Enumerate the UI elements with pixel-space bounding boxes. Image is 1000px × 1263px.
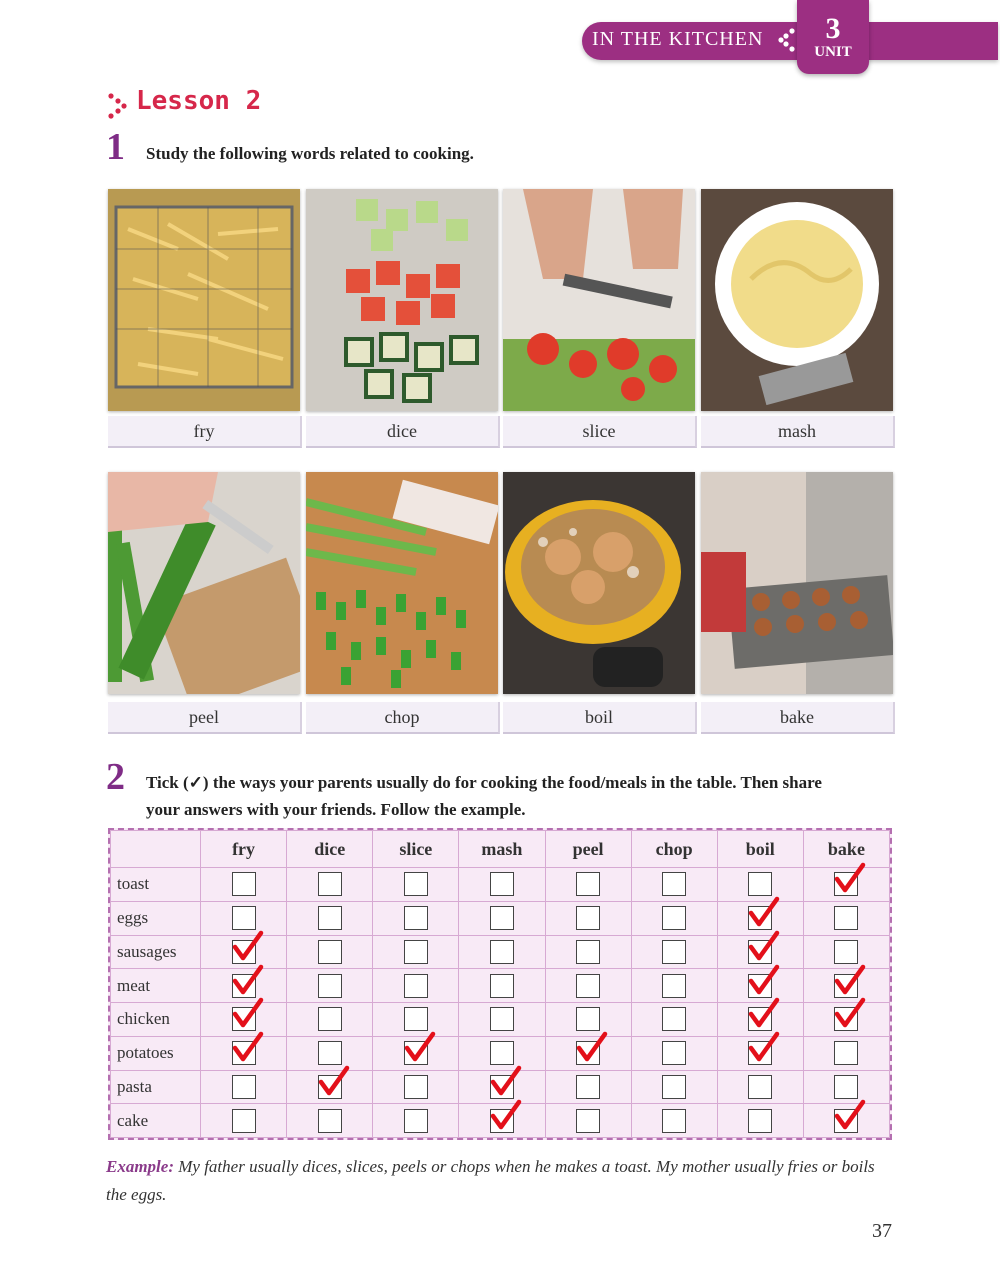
checkbox[interactable] (318, 940, 342, 964)
checkbox[interactable] (662, 1109, 686, 1133)
checkmark-icon (404, 1031, 436, 1063)
tick-cell (201, 868, 287, 902)
checkbox[interactable] (404, 1109, 428, 1133)
food-label: sausages (111, 935, 201, 969)
checkbox[interactable] (576, 1109, 600, 1133)
checkbox[interactable] (318, 906, 342, 930)
page-number: 37 (872, 1220, 892, 1242)
photo-mash (701, 189, 893, 411)
checkmark-icon (834, 964, 866, 996)
caption-mash: mash (701, 416, 895, 448)
unit-label: UNIT (814, 44, 852, 60)
checkmark-icon (748, 896, 780, 928)
tick-cell (373, 1104, 459, 1138)
tick-cell (459, 901, 545, 935)
checkbox[interactable] (404, 906, 428, 930)
tick-cell (803, 1104, 889, 1138)
tick-cell (631, 1003, 717, 1037)
example-label: Example: (106, 1157, 174, 1176)
checkmark-icon (834, 862, 866, 894)
exercise-1-number: 1 (106, 126, 125, 168)
checkmark-icon (748, 964, 780, 996)
caption-boil: boil (503, 702, 697, 734)
tick-cell (545, 1070, 631, 1104)
food-label: pasta (111, 1070, 201, 1104)
section-title: IN THE KITCHEN (592, 28, 764, 50)
exercise-2-instruction-line1: Tick (✓) the ways your parents usually do for cooking the food/meals in the table. Then share (146, 773, 822, 792)
checkmark-icon (490, 1099, 522, 1131)
checkbox[interactable] (404, 1007, 428, 1031)
checkbox[interactable] (662, 906, 686, 930)
exercise-1-instruction: Study the following words related to cooking. (146, 144, 474, 163)
checkbox[interactable] (748, 1075, 772, 1099)
checkmark-icon (748, 930, 780, 962)
tick-cell (631, 1036, 717, 1070)
checkmark-icon (834, 997, 866, 1029)
checkbox[interactable] (318, 974, 342, 998)
column-header: boil (717, 831, 803, 868)
tick-cell (717, 1070, 803, 1104)
tick-cell (545, 1104, 631, 1138)
tick-cell (803, 901, 889, 935)
column-header: bake (803, 831, 889, 868)
photo-chop (306, 472, 498, 694)
checkbox[interactable] (318, 1109, 342, 1133)
checkbox[interactable] (232, 1109, 256, 1133)
checkbox[interactable] (318, 1007, 342, 1031)
food-label: potatoes (111, 1036, 201, 1070)
tick-cell (287, 1003, 373, 1037)
tick-cell (803, 868, 889, 902)
caption-fry: fry (108, 416, 302, 448)
tick-cell (201, 1036, 287, 1070)
checkbox[interactable] (662, 1041, 686, 1065)
checkmark-icon (490, 1065, 522, 1097)
food-label: toast (111, 868, 201, 902)
checkbox[interactable] (576, 1075, 600, 1099)
checkbox[interactable] (232, 906, 256, 930)
checkmark-icon (748, 997, 780, 1029)
tick-cell (803, 1003, 889, 1037)
checkbox[interactable] (576, 872, 600, 896)
dots-arrow-icon (776, 27, 798, 53)
column-header: mash (459, 831, 545, 868)
checkbox[interactable] (662, 872, 686, 896)
checkmark-icon (232, 997, 264, 1029)
unit-tab (797, 0, 869, 74)
tick-cell (201, 1104, 287, 1138)
food-label: cake (111, 1104, 201, 1138)
checkbox[interactable] (404, 974, 428, 998)
checkbox[interactable] (662, 940, 686, 964)
table-header-empty (111, 831, 201, 868)
tick-cell (287, 935, 373, 969)
tick-cell (459, 868, 545, 902)
cooking-methods-table (108, 828, 892, 1140)
tick-cell (287, 1104, 373, 1138)
unit-number: 3 (825, 12, 841, 45)
photo-bake (701, 472, 893, 694)
checkbox[interactable] (490, 1007, 514, 1031)
tick-cell (631, 901, 717, 935)
tick-cell (803, 1036, 889, 1070)
caption-dice: dice (306, 416, 500, 448)
checkbox[interactable] (490, 1041, 514, 1065)
exercise-2-number: 2 (106, 756, 125, 798)
tick-cell (201, 1070, 287, 1104)
checkbox[interactable] (318, 872, 342, 896)
column-header: dice (287, 831, 373, 868)
checkbox[interactable] (662, 974, 686, 998)
checkbox[interactable] (748, 872, 772, 896)
column-header: peel (545, 831, 631, 868)
tick-cell (631, 1070, 717, 1104)
tick-cell (287, 969, 373, 1003)
checkbox[interactable] (404, 1075, 428, 1099)
checkbox[interactable] (404, 872, 428, 896)
column-header: fry (201, 831, 287, 868)
tick-cell (545, 901, 631, 935)
caption-bake: bake (701, 702, 895, 734)
tick-cell (717, 1104, 803, 1138)
photo-fry (108, 189, 300, 411)
exercise-2-instruction-line2: your answers with your friends. Follow the example. (146, 800, 526, 819)
tick-cell (459, 1003, 545, 1037)
checkmark-icon (232, 1031, 264, 1063)
checkmark-icon (232, 930, 264, 962)
checkbox[interactable] (490, 974, 514, 998)
tick-cell (545, 1036, 631, 1070)
food-label: eggs (111, 901, 201, 935)
tick-cell (631, 969, 717, 1003)
checkbox[interactable] (834, 1041, 858, 1065)
caption-peel: peel (108, 702, 302, 734)
caption-chop: chop (306, 702, 500, 734)
photo-dice (306, 189, 498, 411)
photo-slice (503, 189, 695, 411)
tick-cell (287, 868, 373, 902)
tick-cell (717, 1036, 803, 1070)
checkmark-icon (576, 1031, 608, 1063)
tick-cell (373, 868, 459, 902)
tick-cell (287, 901, 373, 935)
column-header: chop (631, 831, 717, 868)
photo-peel (108, 472, 300, 694)
checkbox[interactable] (232, 872, 256, 896)
checkbox[interactable] (490, 906, 514, 930)
checkmark-icon (834, 1099, 866, 1131)
checkbox[interactable] (662, 1007, 686, 1031)
checkbox[interactable] (576, 940, 600, 964)
tick-cell (631, 935, 717, 969)
tick-cell (545, 935, 631, 969)
tick-cell (459, 1104, 545, 1138)
table-header-row (111, 831, 890, 868)
checkbox[interactable] (834, 1075, 858, 1099)
food-label: chicken (111, 1003, 201, 1037)
checkbox[interactable] (490, 872, 514, 896)
checkbox[interactable] (232, 1075, 256, 1099)
table-row (111, 1104, 890, 1138)
tick-cell (373, 935, 459, 969)
example-sentence (106, 1153, 896, 1209)
checkbox[interactable] (748, 1109, 772, 1133)
caption-slice: slice (503, 416, 697, 448)
column-header: slice (373, 831, 459, 868)
tick-cell (287, 1070, 373, 1104)
checkmark-icon (232, 964, 264, 996)
food-label: meat (111, 969, 201, 1003)
tick-cell (373, 901, 459, 935)
checkbox[interactable] (834, 940, 858, 964)
checkmark-icon (748, 1031, 780, 1063)
checkbox[interactable] (576, 1007, 600, 1031)
checkbox[interactable] (318, 1041, 342, 1065)
checkbox[interactable] (576, 974, 600, 998)
tick-cell (459, 935, 545, 969)
tick-cell (545, 969, 631, 1003)
tick-cell (631, 868, 717, 902)
lesson-title: Lesson 2 (136, 86, 262, 116)
tick-cell (545, 868, 631, 902)
checkbox[interactable] (662, 1075, 686, 1099)
checkbox[interactable] (834, 906, 858, 930)
dots-arrow-icon (106, 92, 130, 120)
tick-cell (373, 969, 459, 1003)
example-text: My father usually dices, slices, peels or chops when he makes a toast. My mother usually fries or boils the eggs. (106, 1157, 875, 1204)
checkbox[interactable] (490, 940, 514, 964)
checkbox[interactable] (576, 906, 600, 930)
tick-cell (373, 1036, 459, 1070)
photo-boil (503, 472, 695, 694)
tick-cell (459, 969, 545, 1003)
checkbox[interactable] (404, 940, 428, 964)
tick-cell (631, 1104, 717, 1138)
checkmark-icon (318, 1065, 350, 1097)
tick-cell (373, 1070, 459, 1104)
